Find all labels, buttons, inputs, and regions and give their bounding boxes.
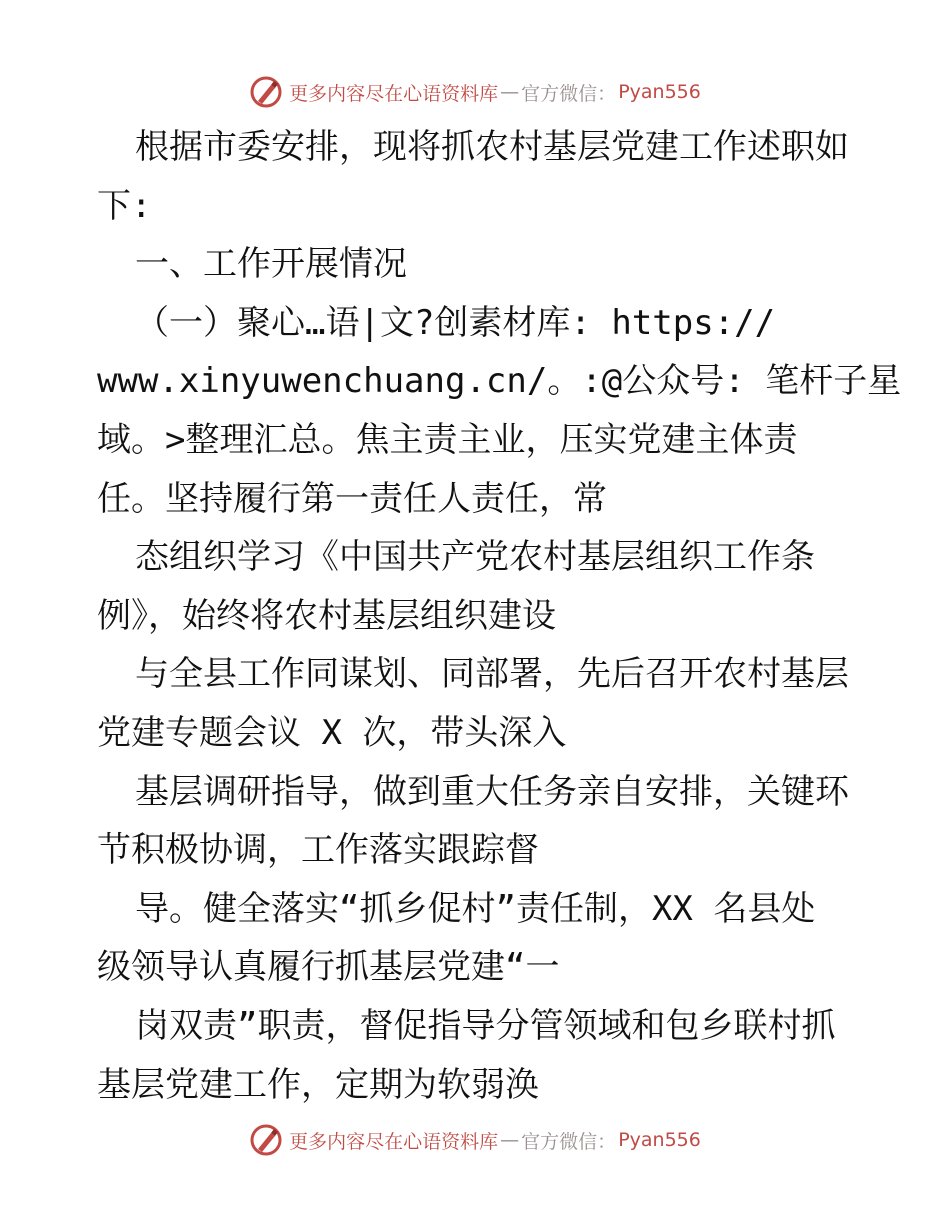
text-line: 岗双责”职责，督促指导分管领域和包乡联村抓	[135, 1005, 836, 1046]
text-line: 级领导认真履行抓基层党建“一	[97, 947, 560, 988]
text-line: 与全县工作同谋划、同部署，先后召开农村基层	[135, 654, 849, 695]
text-line: 党建专题会议 X 次，带头深入	[97, 712, 567, 753]
document-body	[97, 118, 902, 1114]
section-heading: 一、工作开展情况	[135, 244, 407, 285]
banner-handle: Pyan556	[618, 1129, 701, 1151]
header-watermark	[0, 72, 950, 112]
text-line: 任。坚持履行第一责任人责任，常	[97, 478, 607, 519]
footer-watermark	[0, 1120, 950, 1160]
banner-separator: —	[500, 81, 520, 103]
pen-seal-icon	[249, 75, 283, 109]
text-line: www.xinyuwenchuang.cn/。:@公众号: 笔杆子星	[97, 361, 902, 402]
text-line: 基层调研指导，做到重大任务亲自安排，关键环	[135, 771, 849, 812]
text-line: 态组织学习《中国共产党农村基层组织工作条	[135, 537, 815, 578]
text-line: 域。>整理汇总。焦主责主业，压实党建主体责	[97, 419, 798, 460]
text-line: 下:	[97, 185, 152, 226]
text-line: 节积极协调，工作落实跟踪督	[97, 830, 539, 871]
text-line: 基层党建工作，定期为软弱涣	[97, 1064, 539, 1105]
pen-seal-icon	[249, 1123, 283, 1157]
banner-separator: —	[500, 1129, 520, 1151]
banner-site-text: 更多内容尽在心语资料库	[289, 1130, 499, 1153]
banner-site-text: 更多内容尽在心语资料库	[289, 82, 499, 105]
text-line: （一）聚心…语|文?创素材库: https://	[135, 302, 776, 343]
banner-handle: Pyan556	[618, 81, 701, 103]
text-line: 例》，始终将农村基层组织建设	[97, 595, 556, 636]
text-line: 导。健全落实“抓乡促村”责任制，XX 名县处	[135, 888, 816, 929]
banner-label: 官方微信：	[521, 1130, 617, 1153]
banner-label: 官方微信：	[521, 82, 617, 105]
text-line: 根据市委安排，现将抓农村基层党建工作述职如	[135, 127, 849, 167]
